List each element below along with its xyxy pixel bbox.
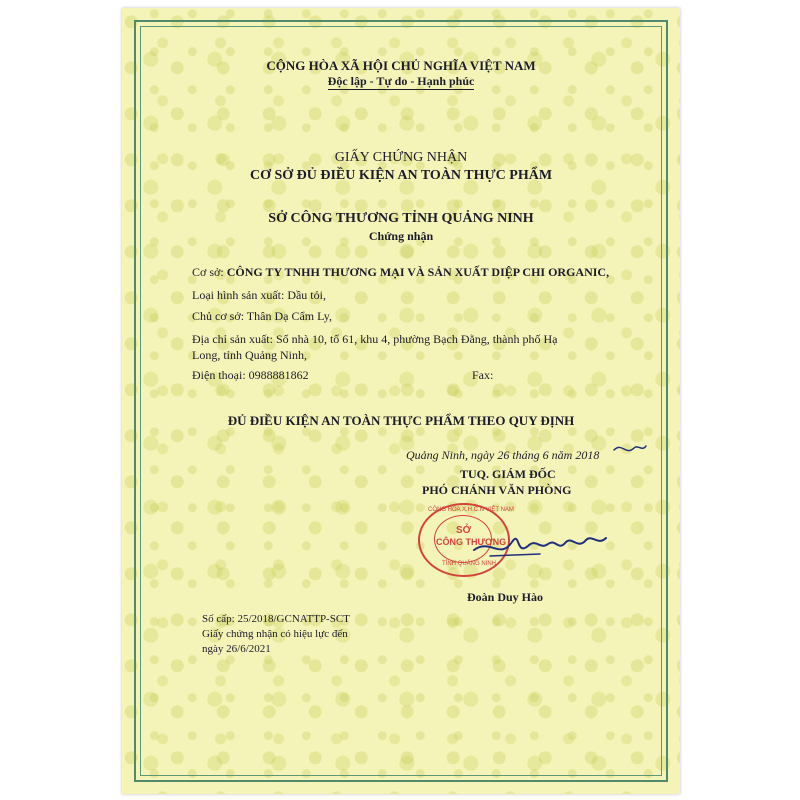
facility-line [192, 265, 609, 280]
conclusion: ĐỦ ĐIỀU KIỆN AN TOÀN THỰC PHẨM THEO QUY ĐỊNH [227, 413, 575, 428]
seal-top-text: CỘNG HÒA X.H.C.N VIỆT NAM [428, 507, 514, 513]
certificate-document [122, 8, 680, 794]
signer-role-2: PHÓ CHÁNH VĂN PHÒNG [422, 483, 572, 497]
handwritten-signature [470, 520, 610, 565]
certificate-subtitle: CƠ SỞ ĐỦ ĐIỀU KIỆN AN TOÀN THỰC PHẨM [249, 168, 553, 183]
address-line-1: Địa chỉ sản xuất: Số nhà 10, tổ 61, khu 4, phường Bạch Đằng, thành phố Hạ [192, 332, 558, 346]
signer-role-1: TUQ. GIÁM ĐỐC [460, 467, 556, 481]
certificate-title: GIẤY CHỨNG NHẬN [334, 150, 468, 165]
seal-bottom-text: TỈNH QUẢNG NINH [442, 561, 496, 567]
production-type: Loại hình sản xuất: Dầu tỏi, [192, 288, 326, 302]
authority-name: SỞ CÔNG THƯƠNG TỈNH QUẢNG NINH [268, 211, 534, 226]
validity-line-2: ngày 26/6/2021 [202, 643, 271, 655]
motto-text: Độc lập - Tự do - Hạnh phúc [327, 74, 475, 88]
decorative-border-inner [140, 26, 662, 776]
fax: Fax: [472, 368, 494, 382]
date-scribble [612, 440, 648, 460]
seal-center-2: CÔNG THƯƠNG [436, 537, 507, 547]
phone: Điện thoại: 0988881862 [192, 368, 309, 382]
validity-line-1: Giấy chứng nhận có hiệu lực đến [202, 628, 348, 640]
signer-name: Đoàn Duy Hào [467, 590, 544, 604]
address-line-2: Long, tỉnh Quảng Ninh, [192, 348, 307, 362]
seal-center-1: SỞ [456, 525, 472, 536]
place-date: Quảng Ninh, ngày 26 tháng 6 năm 2018 [406, 448, 600, 462]
nation-heading: CỘNG HÒA XÃ HỘI CHỦ NGHĨA VIỆT NAM [266, 58, 536, 73]
motto [122, 74, 680, 89]
facility-label: Cơ sở: [192, 265, 224, 279]
facility-value: CÔNG TY TNHH THƯƠNG MẠI VÀ SẢN XUẤT DIỆP CHI ORGANIC, [226, 265, 610, 279]
owner: Chủ cơ sở: Thân Dạ Cẩm Ly, [192, 309, 333, 323]
certificate-number: Số cấp: 25/2018/GCNATTP-SCT [202, 613, 350, 625]
certifies-label: Chứng nhận [368, 229, 434, 243]
